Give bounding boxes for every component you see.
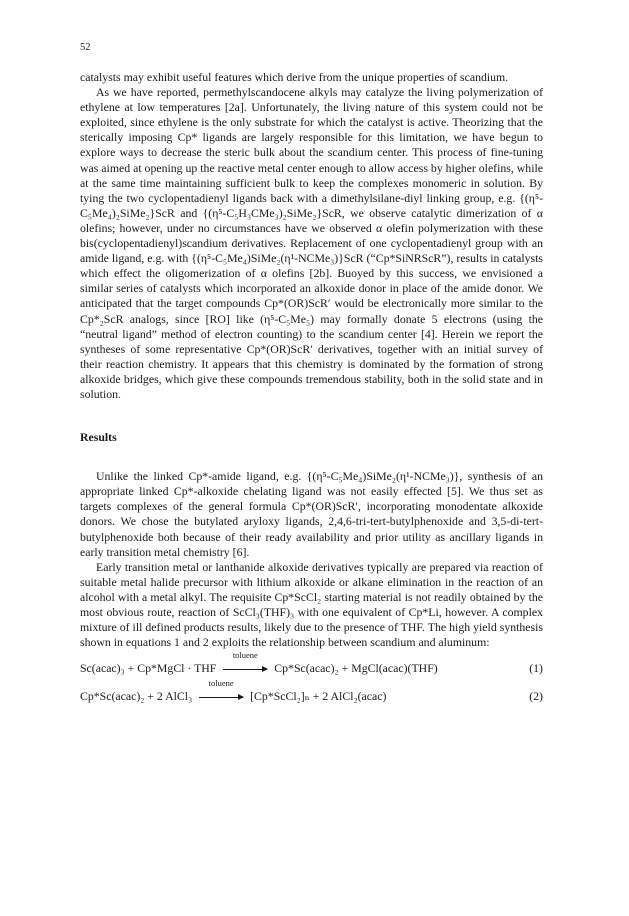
equation-1-reactants: Sc(acac)₃ + Cp*MgCl · THF [80,661,217,676]
equation-2-condition: toluene [208,678,234,689]
equation-1-products: Cp*Sc(acac)₂ + MgCl(acac)(THF) [274,661,438,676]
paragraph-results-1: Unlike the linked Cp*-amide ligand, e.g. {(η⁵-C₅Me₄)SiMe₂(η¹-NCMe₃)}, synthesis of an appropriate linked Cp*-alkoxide chelating ligand was not easily effected [5]. We thus set as targets complexes of the general formula Cp*(OR)ScR′, incorporating monodentate alkoxide donors. We chose the butylated aryloxy ligands, 2,4,6-tri-tert-butylphenoxide and 3,5-di-tert-butylphenoxide both because of their ready availability and prior utility as ancillary ligands in early transition metal chemistry [6]. [80,469,543,559]
section-heading-results: Results [80,430,117,445]
reaction-arrow-icon [199,678,243,704]
equation-2-reactants: Cp*Sc(acac)₂ + 2 AlCl₃ [80,689,193,704]
equation-1-number: (1) [529,661,543,676]
page-number: 52 [80,42,91,53]
equation-2 [80,678,543,704]
article-body [80,70,543,704]
equation-2-body [80,678,387,704]
equation-2-products: [Cp*ScCl₂]ₙ + 2 AlCl₂(acac) [250,689,387,704]
equation-1-body [80,650,438,676]
paragraph-introduction: As we have reported, permethylscandocene alkyls may catalyze the living polymerization of ethylene at low temperatures [2a]. Unfortunately, the living nature of this system could not be exploited, since ethylene is the only substrate for which the catalyst is active. Theorizing that the sterically imposing Cp* ligands are largely responsible for this limitation, we have begun to explore ways to decrease the steric bulk about the scandium center. This process of fine-tuning was aimed at opening up the reactive metal center enough to allow access by higher olefins, while at the same time maintaining sufficient bulk to keep the complexes monomeric in solution. By tying the two cyclopentadienyl ligands back with a dimethylsilane-diyl linking group, e.g. {(η⁵-C₅Me₄)₂SiMe₂}ScR and {(η⁵-C₅H₃CMe₃)₂SiMe₂}ScR, we observe catalytic dimerization of α olefins; however, under no circumstances have we observed α olefin polymerization with these bis(cyclopentadienyl)scandium derivatives. Replacement of one cyclopentadienyl group with an amide ligand, e.g. with {(η⁵-C₅Me₄)SiMe₂(η¹-NCMe₃)}ScR (“Cp*SiNRScR”), results in catalysts which effect the oligomerization of α olefins [2b]. Buoyed by this success, we envisioned a similar series of catalysts which incorporated an alkoxide donor in place of the amide donor. We anticipated that the target compounds Cp*(OR)ScR′ would be electronically more similar to the Cp*₂ScR analogs, since [RO] like (η⁵-C₅Me₅) may formally donate 5 electrons (using the “neutral ligand” method of electron counting) to the scandium center [4]. Herein we report the syntheses of some representative Cp*(OR)ScR′ derivatives, together with an initial survey of their reaction chemistry. It appears that this chemistry is dominated by the formation of strong alkoxide bridges, which give these compounds tremendous stability, both in the solid state and in solution. [80,85,543,401]
reaction-arrow-icon [223,650,267,676]
paragraph-results-2: Early transition metal or lanthanide alkoxide derivatives typically are prepared via reaction of suitable metal halide precursor with lithium alkoxide or alkane elimination in the reaction of an alcohol with a metal alkyl. The requisite Cp*ScCl₂ starting material is not readily obtained by the most obvious route, reaction of ScCl₃(THF)₃ with one equivalent of Cp*Li, however. A complex mixture of ill defined products results, likely due to the presence of THF. The high yield synthesis shown in equations 1 and 2 exploits the relationship between scandium and aluminum: [80,559,543,650]
equation-1 [80,650,543,676]
paragraph-continuation: catalysts may exhibit useful features which derive from the unique properties of scandium. [80,70,509,84]
equation-2-number: (2) [529,689,543,704]
equation-1-condition: toluene [232,650,258,661]
